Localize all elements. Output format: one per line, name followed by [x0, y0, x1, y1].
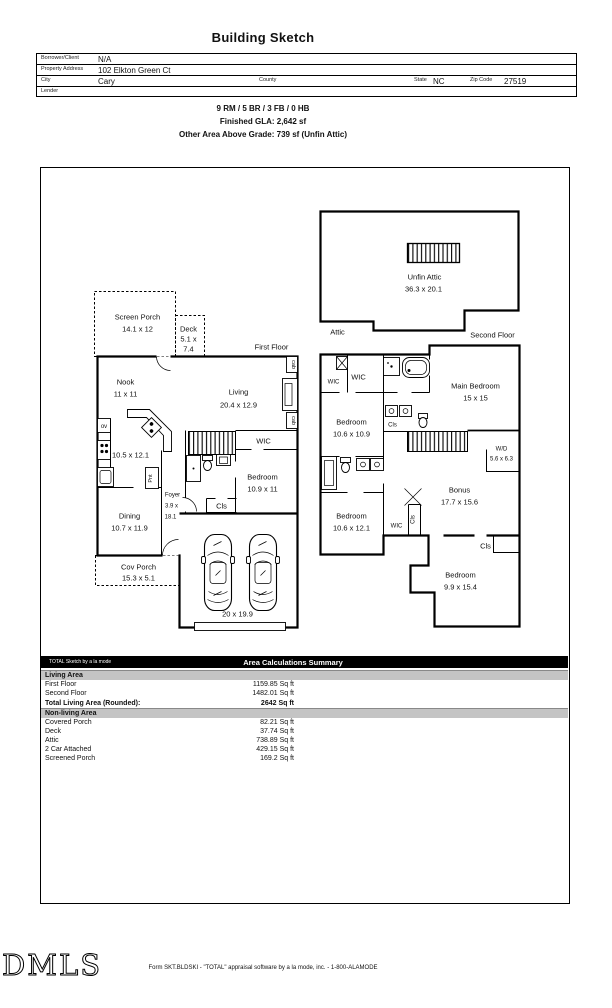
zip-value: 27519 [504, 77, 527, 86]
cls3-label: Cls [410, 515, 417, 524]
kitchen-dims: 10.5 x 12.1 [111, 450, 150, 460]
main-bedroom-label: Main Bedroom [451, 381, 500, 391]
wd-dims: 5.6 x 6.3 [489, 456, 514, 463]
row-label: Attic [45, 737, 59, 744]
car-left [202, 535, 235, 611]
summary-row-covered-porch [41, 718, 568, 727]
stairs-second-floor [408, 432, 468, 452]
wic2-label: WIC [351, 372, 366, 382]
second-floor-plan [321, 346, 520, 627]
address-label: Property Address [41, 66, 84, 72]
summary-row-deck [41, 727, 568, 736]
row-label: Deck [45, 728, 61, 735]
total-label: Total Living Area (Rounded): [45, 700, 141, 707]
wic-label-ff: WIC [256, 436, 271, 446]
room-count-line: 9 RM / 5 BR / 3 FB / 0 HB [216, 104, 310, 113]
state-value: NC [433, 77, 445, 86]
bedroom3-label: Bedroom [336, 511, 367, 521]
deck-label: Deck [179, 324, 198, 334]
summary-header-bar [41, 656, 568, 668]
summary-row-total [41, 699, 568, 708]
bedroom-ff-label: Bedroom [247, 472, 278, 482]
row-value: 738.89 Sq ft [256, 737, 294, 744]
screen-porch-dims: 14.1 x 12 [122, 324, 153, 334]
living-label: Living [228, 387, 249, 397]
row-label: First Floor [45, 681, 77, 688]
main-bedroom-dims: 15 x 15 [463, 393, 488, 403]
row-label: Second Floor [45, 690, 87, 697]
dining-dims: 10.7 x 11.9 [111, 523, 148, 533]
address-value: 102 Elkton Green Ct [98, 66, 171, 75]
state-label: State [414, 77, 427, 83]
borrower-value: N/A [98, 55, 112, 64]
other-area-line: Other Area Above Grade: 739 sf (Unfin Attic) [178, 130, 348, 139]
attic-floor-label: Attic [330, 327, 345, 337]
cab-label-2: cab [290, 416, 296, 425]
row-value: 1159.85 Sq ft [252, 681, 294, 688]
bedroom4-label: Bedroom [445, 570, 476, 580]
bedroom4-dims: 9.9 x 15.4 [444, 582, 477, 592]
row-value: 82.21 Sq ft [260, 719, 294, 726]
form-row-borrower [37, 54, 576, 65]
zip-label: Zip Code [470, 77, 493, 83]
row-label: Screened Porch [45, 755, 96, 762]
floorplan-drawing [41, 168, 568, 902]
gla-line: Finished GLA: 2,642 sf [219, 117, 307, 126]
total-sketch-note: TOTAL Sketch by a la mode [49, 659, 112, 665]
borrower-label: Borrower/Client [41, 55, 79, 61]
dining-label: Dining [118, 511, 141, 521]
foyer-dims2: 18.1 [164, 514, 177, 521]
form-row-address [37, 65, 576, 76]
bonus-label: Bonus [448, 485, 471, 495]
foyer-dims1: 3.9 x [164, 503, 179, 510]
row-value: 1482.01 Sq ft [252, 690, 294, 697]
screen-porch-label: Screen Porch [114, 312, 161, 322]
form-row-city [37, 76, 576, 87]
first-floor-title: First Floor [254, 342, 289, 352]
living-dims: 20.4 x 12.9 [219, 400, 258, 410]
bonus-dims: 17.7 x 15.6 [440, 497, 479, 507]
garage-door [195, 623, 286, 631]
bedroom2-dims: 10.6 x 10.9 [332, 429, 371, 439]
city-value: Cary [98, 77, 115, 86]
living-area-header-label: Living Area [45, 672, 83, 679]
nonliving-area-header-label: Non-living Area [45, 710, 97, 717]
living-area-header [41, 670, 568, 680]
bedroom3-dims: 10.6 x 12.1 [332, 523, 371, 533]
summary-row-screened-porch [41, 754, 568, 763]
attic-plan [321, 212, 519, 337]
oven-label: ov [100, 424, 108, 430]
row-value: 429.15 Sq ft [256, 746, 294, 753]
car-right [247, 535, 280, 611]
row-value: 37.74 Sq ft [260, 728, 294, 735]
sketch-area [40, 167, 570, 904]
foyer-label: Foyer [164, 492, 181, 499]
cls4-label: Cls [480, 541, 491, 551]
software-attribution: Form SKT.BLDSKI - "TOTAL" appraisal software by a la mode, inc. - 1-800-ALAMODE [148, 965, 378, 971]
row-label: 2 Car Attached [45, 746, 92, 753]
cls2-label: Cls [388, 422, 397, 429]
attic-room-label: Unfin Attic [407, 272, 442, 282]
garage-dims: 20 x 19.9 [222, 609, 253, 619]
stairs-first-floor [189, 432, 236, 455]
nook-label: Nook [116, 377, 135, 387]
cab-label-1: cab [290, 360, 296, 369]
row-value: 169.2 Sq ft [260, 755, 294, 762]
summary-row-garage [41, 745, 568, 754]
summary-row-attic [41, 736, 568, 745]
property-form-table [36, 53, 577, 97]
deck-dims1: 5.1 x [180, 334, 197, 344]
county-label: County [259, 77, 277, 83]
second-floor-title: Second Floor [470, 330, 515, 340]
form-row-lender [37, 87, 576, 98]
page-title: Building Sketch [211, 30, 315, 45]
wd-label: W/D [495, 446, 508, 453]
nonliving-area-header [41, 708, 568, 718]
wic1-label: WIC [327, 379, 340, 386]
attic-room-dims: 36.3 x 20.1 [404, 284, 443, 294]
summary-row-second-floor [41, 689, 568, 698]
cov-porch-dims: 15.3 x 5.1 [122, 573, 155, 583]
bedroom-ff-dims: 10.9 x 11 [247, 484, 278, 494]
nook-dims: 11 x 11 [113, 389, 138, 399]
pantry-label: Pnt [148, 474, 154, 483]
dmls-logo: DMLS [2, 948, 103, 982]
attic-stairs-icon [408, 244, 460, 263]
cov-porch-label: Cov Porch [120, 562, 157, 572]
summary-row-first-floor [41, 680, 568, 689]
wic3-label: WIC [390, 523, 403, 530]
deck-dims2: 7.4 [183, 344, 194, 354]
lender-label: Lender [41, 88, 59, 94]
summary-title: Area Calculations Summary [243, 657, 343, 667]
bedroom2-label: Bedroom [336, 417, 367, 427]
total-value: 2642 Sq ft [260, 700, 294, 707]
cls-ff-label: Cls [216, 501, 227, 511]
city-label: City [41, 77, 51, 83]
row-label: Covered Porch [45, 719, 92, 726]
